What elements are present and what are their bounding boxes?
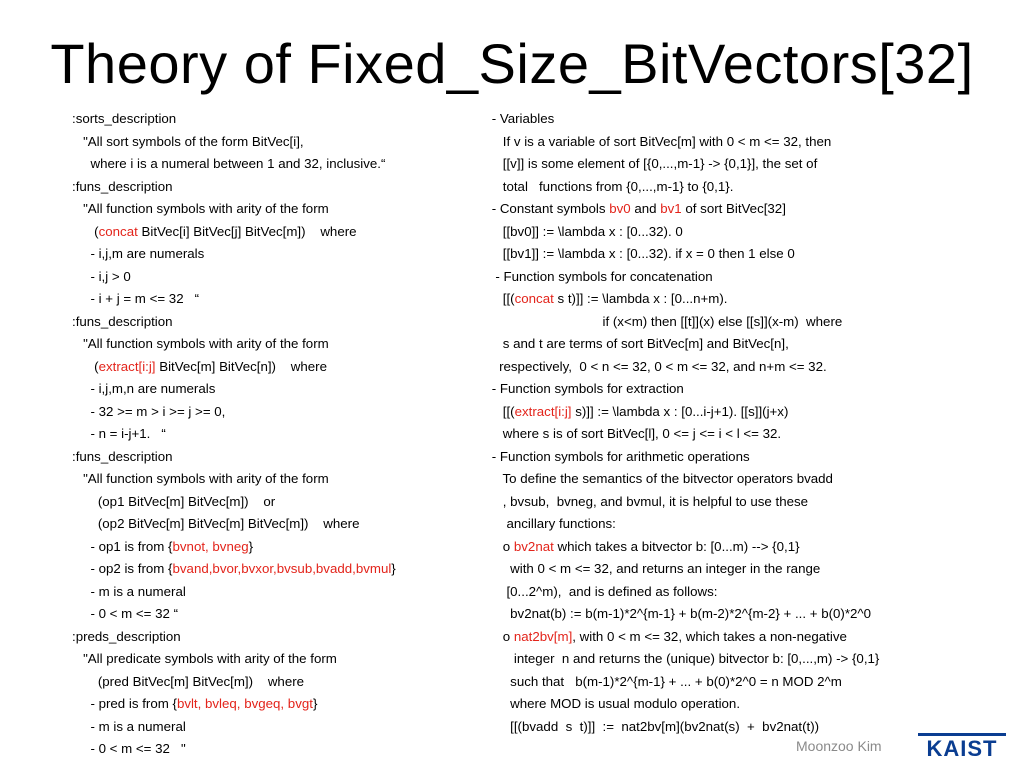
text-segment: - m is a numeral (72, 718, 186, 734)
left-column (72, 108, 492, 761)
text-line (488, 131, 948, 154)
text-line (488, 356, 948, 379)
text-line (72, 603, 492, 626)
text-segment: , bvsub, bvneg, and bvmul, it is helpful to use these (488, 493, 809, 509)
text-line (488, 491, 948, 514)
highlighted-keyword: bvlt, bvleq, bvgeq, bvgt (176, 696, 313, 711)
text-line (488, 626, 948, 649)
text-line (488, 648, 948, 671)
text-line (488, 693, 948, 716)
text-line (72, 266, 492, 289)
text-line (72, 378, 492, 401)
text-line (488, 401, 948, 424)
text-segment: total functions from {0,...,m-1} to {0,1}. (488, 178, 734, 194)
text-segment: :preds_description (72, 628, 181, 644)
text-segment: ( (72, 223, 99, 239)
text-segment: of sort BitVec[32] (681, 201, 786, 216)
text-segment: "All function symbols with arity of the form (72, 336, 329, 351)
text-segment: To define the semantics of the bitvector operators bvadd (488, 471, 833, 486)
text-segment: integer n and returns the (unique) bitvector b: [0,...,m) -> {0,1} (488, 651, 880, 666)
text-line (488, 536, 948, 559)
highlighted-keyword: bv0 (609, 201, 631, 216)
text-line (488, 671, 948, 694)
text-segment: where MOD is usual modulo operation. (488, 696, 741, 711)
text-segment: :sorts_description (72, 111, 177, 126)
text-line (488, 243, 948, 266)
text-segment: :funs_description (72, 448, 173, 464)
text-segment: [[bv1]] := \lambda x : [0...32). if x = 0 then 1 else 0 (488, 246, 795, 261)
highlighted-keyword: bv1 (660, 201, 682, 216)
text-line (72, 131, 492, 154)
text-line (488, 378, 948, 401)
text-segment: o (488, 538, 514, 554)
highlighted-keyword: concat (514, 291, 554, 306)
text-line (72, 311, 492, 334)
text-line (72, 491, 492, 514)
text-line (488, 558, 948, 581)
slide-title: Theory of Fixed_Size_BitVectors[32] (50, 32, 974, 95)
text-line (72, 288, 492, 311)
text-line (488, 581, 948, 604)
text-line (72, 558, 492, 581)
text-segment: - Function symbols for concatenation (488, 268, 713, 284)
text-segment: :funs_description (72, 178, 173, 194)
text-line (72, 536, 492, 559)
text-line (488, 603, 948, 626)
text-segment: if (x<m) then [[t]](x) else [[s]](x-m) where (488, 313, 843, 329)
text-segment: :funs_description (72, 313, 173, 329)
text-segment: [[v]] is some element of [{0,...,m-1} -> {0,1}], the set of (488, 156, 818, 171)
text-segment: - 0 < m <= 32 " (72, 741, 186, 756)
text-line (72, 738, 492, 761)
right-column (488, 108, 948, 738)
text-line (72, 198, 492, 221)
text-segment: ancillary functions: (488, 516, 616, 531)
text-line (488, 288, 948, 311)
highlighted-keyword: bv2nat (513, 538, 554, 554)
svg-text:KAIST: KAIST (926, 736, 998, 760)
text-segment: and (630, 201, 661, 216)
text-segment: If v is a variable of sort BitVec[m] with 0 < m <= 32, then (488, 133, 832, 149)
text-segment: [[( (488, 291, 515, 306)
text-segment: (pred BitVec[m] BitVec[m]) where (72, 673, 305, 689)
text-segment: - 32 >= m > i >= j >= 0, (72, 403, 226, 419)
text-line (72, 333, 492, 356)
text-line (488, 333, 948, 356)
text-segment: where i is a numeral between 1 and 32, inclusive.“ (72, 156, 386, 171)
text-line (488, 153, 948, 176)
text-segment: [[bv0]] := \lambda x : [0...32). 0 (488, 223, 683, 239)
highlighted-keyword: nat2bv[m] (513, 628, 573, 644)
text-segment: s and t are terms of sort BitVec[m] and BitVec[n], (488, 336, 789, 351)
text-segment: - Variables (488, 111, 555, 126)
text-segment: s)]] := \lambda x : [0...i-j+1). [[s]](j+x) (571, 403, 789, 419)
highlighted-keyword: bvand,bvor,bvxor,bvsub,bvadd,bvmul (172, 561, 392, 576)
text-segment: - op2 is from { (72, 561, 173, 576)
text-segment: o (488, 628, 514, 644)
text-line (488, 446, 948, 469)
text-segment: - m is a numeral (72, 583, 186, 599)
text-segment: - pred is from { (72, 696, 177, 711)
text-segment: "All sort symbols of the form BitVec[i], (72, 133, 304, 149)
text-segment: - Function symbols for arithmetic operations (488, 448, 750, 464)
highlighted-keyword: extract[i:j] (98, 358, 156, 374)
kaist-logo (918, 730, 1006, 760)
text-line (488, 423, 948, 446)
text-line (72, 581, 492, 604)
text-segment: - i,j > 0 (72, 268, 131, 284)
text-segment: (op2 BitVec[m] BitVec[m] BitVec[m]) where (72, 516, 360, 531)
text-segment: [[( (488, 403, 515, 419)
text-segment: bv2nat(b) := b(m-1)*2^{m-1} + b(m-2)*2^{m-2} + ... + b(0)*2^0 (488, 606, 872, 621)
text-line (72, 626, 492, 649)
text-line (488, 311, 948, 334)
text-line (72, 468, 492, 491)
text-line (72, 243, 492, 266)
text-segment: BitVec[m] BitVec[n]) where (155, 358, 327, 374)
text-segment: - 0 < m <= 32 “ (72, 606, 179, 621)
text-line (488, 221, 948, 244)
text-segment: - i,j,m,n are numerals (72, 381, 216, 396)
text-line (72, 693, 492, 716)
highlighted-keyword: bvnot, bvneg (172, 538, 249, 554)
text-segment: - i,j,m are numerals (72, 246, 205, 261)
text-line (488, 176, 948, 199)
text-segment: which takes a bitvector b: [0...m) --> {0,1} (553, 538, 800, 554)
text-segment: [0...2^m), and is defined as follows: (488, 583, 718, 599)
text-segment: , with 0 < m <= 32, which takes a non-negative (572, 628, 847, 644)
text-segment: "All function symbols with arity of the form (72, 471, 329, 486)
text-line (72, 716, 492, 739)
text-segment: "All predicate symbols with arity of the form (72, 651, 337, 666)
text-line (488, 108, 948, 131)
text-line (72, 221, 492, 244)
text-line (72, 108, 492, 131)
text-line (488, 513, 948, 536)
text-line (72, 401, 492, 424)
text-line (72, 513, 492, 536)
text-line (72, 648, 492, 671)
text-segment: (op1 BitVec[m] BitVec[m]) or (72, 493, 276, 509)
text-segment: s t)]] := \lambda x : [0...n+m). (553, 291, 728, 306)
text-line (488, 468, 948, 491)
text-segment: "All function symbols with arity of the form (72, 201, 329, 216)
text-segment: - op1 is from { (72, 538, 173, 554)
text-segment: such that b(m-1)*2^{m-1} + ... + b(0)*2^0 = n MOD 2^m (488, 673, 842, 689)
text-line (72, 423, 492, 446)
footer-author: Moonzoo Kim (796, 738, 882, 754)
text-line (72, 356, 492, 379)
text-segment: [[(bvadd s t)]] := nat2bv[m](bv2nat(s) + bv2nat(t)) (488, 718, 820, 734)
text-segment: ( (72, 358, 99, 374)
text-line (72, 446, 492, 469)
text-segment: with 0 < m <= 32, and returns an integer in the range (488, 561, 821, 576)
text-segment: } (391, 561, 396, 576)
highlighted-keyword: extract[i:j] (514, 403, 572, 419)
text-segment: } (312, 696, 318, 711)
text-line (488, 198, 948, 221)
text-line (72, 671, 492, 694)
text-line (488, 266, 948, 289)
text-segment: respectively, 0 < n <= 32, 0 < m <= 32, and n+m <= 32. (488, 358, 827, 374)
text-segment: - Function symbols for extraction (488, 381, 684, 396)
text-segment: - i + j = m <= 32 “ (72, 291, 200, 306)
text-line (72, 176, 492, 199)
text-line (488, 716, 948, 739)
text-segment: where s is of sort BitVec[l], 0 <= j <= i < l <= 32. (488, 426, 782, 441)
text-line (72, 153, 492, 176)
text-segment: - n = i-j+1. “ (72, 426, 166, 441)
text-segment: BitVec[i] BitVec[j] BitVec[m]) where (137, 223, 357, 239)
highlighted-keyword: concat (98, 223, 138, 239)
text-segment: - Constant symbols (488, 201, 610, 216)
text-segment: } (248, 538, 254, 554)
